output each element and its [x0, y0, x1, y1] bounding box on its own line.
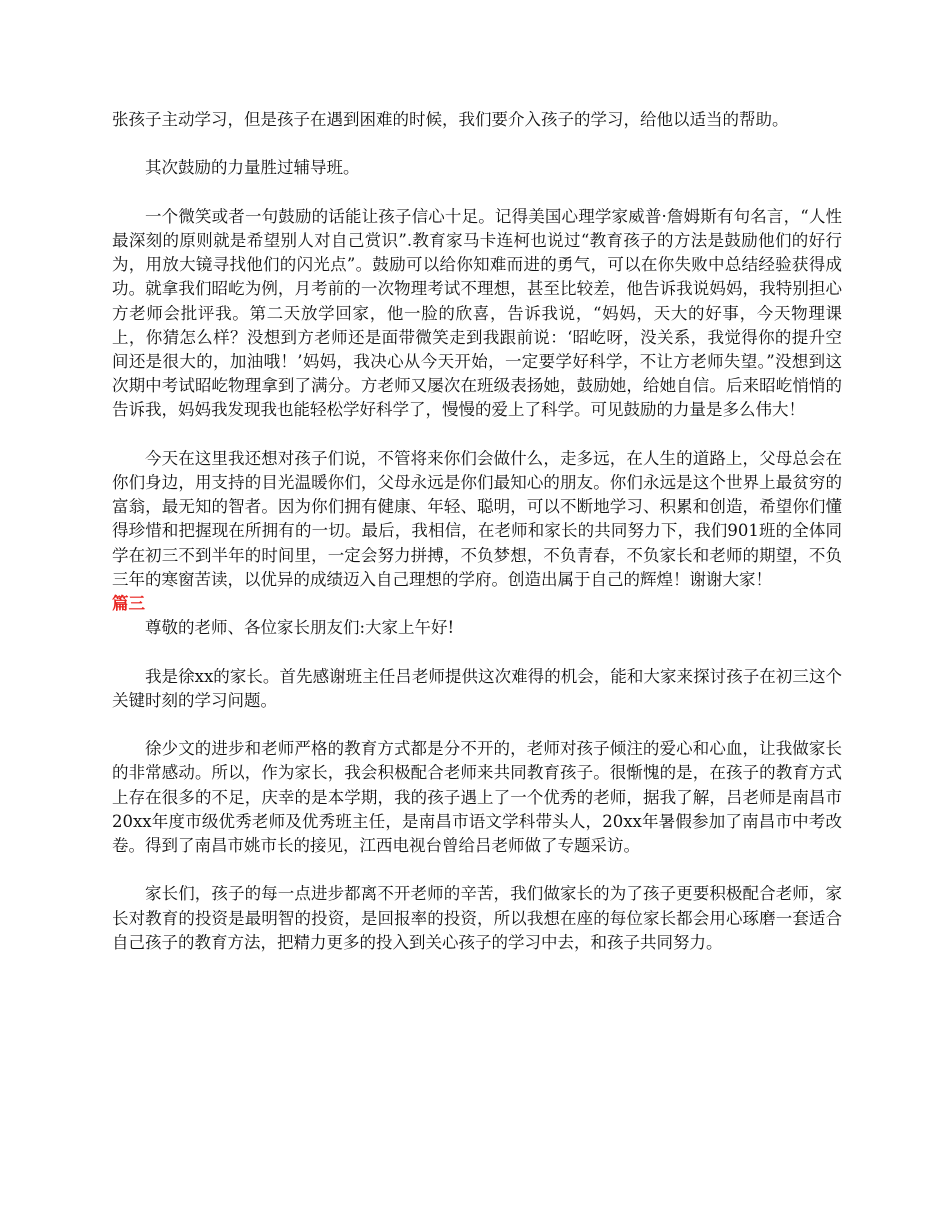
paragraph-teacher-praise: 徐少文的进步和老师严格的教育方式都是分不开的，老师对孩子倾注的爱心和心血，让我做家长的非常感动。所以，作为家长，我会积极配合老师来共同教育孩子。很惭愧的是，在孩子的教育方式上存在很多的不足，庆幸的是本学期，我的孩子遇上了一个优秀的老师，据我了解，吕老师是南昌市20xx年度市级优秀老师及优秀班主任，是南昌市语文学科带头人，20xx年暑假参加了南昌市中考改卷。得到了南昌市姚市长的接见，江西电视台曾给吕老师做了专题采访。	[112, 739, 842, 856]
paragraph-parents-appeal: 家长们，孩子的每一点进步都离不开老师的辛苦，我们做家长的为了孩子更要积极配合老师，家长对教育的投资是最明智的投资，是回报率的投资，所以我想在座的每位家长都会用心琢磨一套适合自己孩子的教育方法，把精力更多的投入到关心孩子的学习中去，和孩子共同努力。	[112, 884, 842, 952]
paragraph-closing-message: 今天在这里我还想对孩子们说，不管将来你们会做什么，走多远，在人生的道路上，父母总会在你们身边，用支持的目光温暖你们，父母永远是你们最知心的朋友。你们永远是这个世界上最贫穷的富翁，最无知的智者。因为你们拥有健康、年轻、聪明，可以不断地学习、积累和创造，希望你们懂得珍惜和把握现在所拥有的一切。最后，我相信，在老师和家长的共同努力下，我们901班的全体同学在初三不到半年的时间里，一定会努力拼搏，不负梦想，不负青春，不负家长和老师的期望，不负三年的寒窗苦读，以优异的成绩迈入自己理想的学府。创造出属于自己的辉煌！谢谢大家！	[112, 448, 842, 589]
paragraph-introduction: 我是徐xx的家长。首先感谢班主任吕老师提供这次难得的机会，能和大家来探讨孩子在初三这个关键时刻的学习问题。	[112, 666, 842, 710]
paragraph-greeting: 尊敬的老师、各位家长朋友们:大家上午好!	[145, 618, 455, 638]
paragraph-encouragement-heading: 其次鼓励的力量胜过辅导班。	[145, 158, 360, 178]
paragraph-continuation: 张孩子主动学习，但是孩子在遇到困难的时候，我们要介入孩子的学习，给他以适当的帮助。	[112, 110, 789, 129]
section-title-part3: 篇三	[112, 594, 145, 614]
document-page	[112, 108, 842, 979]
paragraph-encouragement-story: 一个微笑或者一句鼓励的话能让孩子信心十足。记得美国心理学家威普·詹姆斯有句名言，“人性最深刻的原则就是希望别人对自己赏识”.教育家马卡连柯也说过“教育孩子的方法是鼓励他们的好行为，用放大镜寻找他们的闪光点”。鼓励可以给你知难而进的勇气，可以在你失败中总结经验获得成功。就拿我们昭屹为例，月考前的一次物理考试不理想，甚至比较差，他告诉我说妈妈，我特别担心方老师会批评我。第二天放学回家，他一脸的欣喜，告诉我说，“妈妈，天大的好事，今天物理课上，你猜怎么样？没想到方老师还是面带微笑走到我跟前说：‘昭屹呀，没关系，我觉得你的提升空间还是很大的，加油哦！’妈妈，我决心从今天开始，一定要学好科学，不让方老师失望。”没想到这次期中考试昭屹物理拿到了满分。方老师又屡次在班级表扬她，鼓励她，给她自信。后来昭屹悄悄的告诉我，妈妈我发现我也能轻松学好科学了，慢慢的爱上了科学。可见鼓励的力量是多么伟大！	[112, 206, 842, 420]
